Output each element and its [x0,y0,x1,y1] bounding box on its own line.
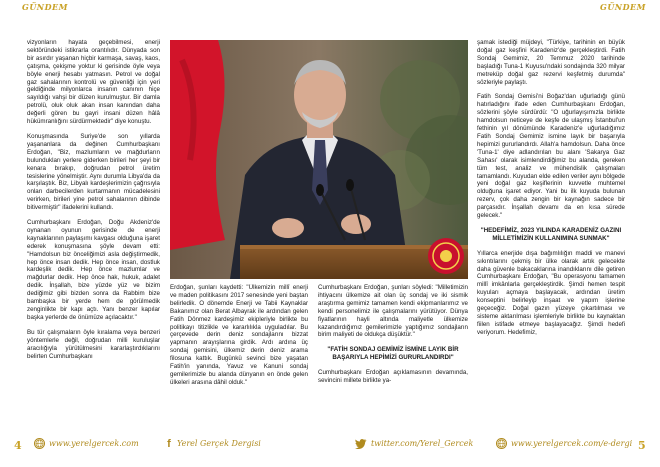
article-column-2 [170,284,308,432]
paragraph: şamak istediği müjdeyi, "Türkiye, tarihinin en büyük doğal gaz keşfini Karadeniz'de gerçekleştirdi. Fatih Sondaj Gemimiz, 20 Temmuz 2020 tarihinde başladığı Tuna-1 Kuyusu'ndaki sondajında 320 milyar metreküp doğal gaz rezervi keşfetmiş durumda" sözleriyle paylaştı. [477,39,625,86]
section-brand-right: GÜNDEM [599,2,646,12]
paragraph: Fatih Sondaj Gemisi'ni Boğaz'dan uğurladığı günü hatırladığını ifade eden Cumhurbaşkanı Erdoğan, sözlerini şöyle sürdürdü: "O uğurlayışımızla birlikte hamdolsun neticeye de keşfe de ulaşmış İstanbul'un fethinin yıl dönümünde Karadeniz'e uğurladığımız Fatih Sondaj Gemimiz ismine layık bir başarıyla hepimizi gururlandırdı. Allah'a hamdolsun. Daha önce 'Tuna-1' diye adlandırılan bu alanı 'Sakarya Gaz Sahası' olarak isimlendirdiğimiz bu alanda, gereken tüm test, analiz ve mühendislik çalışmaları tamamlandı. Kuyudan elde edilen veriler aynı bölgede yeni doğal gaz keşiflerinin kuvvetle muhtemel olduğuna işaret ediyor. Yani bu ilk kuyuda bulunan rezerv, çok daha zengin bir kaynağın sadece bir parçasıdır. İnşallah devamı da en kısa sürede gelecek." [477,93,625,220]
paragraph: Erdoğan, şunları kaydetti: "Ülkemizin millî enerji ve maden politikasını 2017 senesinde yeni baştan belirledik. O dönemde Enerji ve Tabii Kaynaklar Bakanımız olan Berat Albayrak ile ardından gelen Fatih Dönmez kardeşimiz ekipleriyle birlikte bu politikayı titizlikle ve kararlılıkla uyguladılar. Bu çerçevede derin deniz sondajlarını bizzat yapmanın arayışlarına girdik. Ardı ardına üç sondaj gemisini, ülkemiz derin deniz arama filosuna kattık. Bugünkü sevinci bize yaşatan Fatih'in yanında, Yavuz ve Kanuni sondaj gemilerimizle bu alanda dünyanın en önde gelen ülkeleri arasına dâhil olduk." [170,284,308,386]
facebook-icon: f [167,437,171,450]
section-brand-left: GÜNDEM [22,2,69,12]
paragraph: Bu tür çalışmaların öyle kıralama veya benzeri yöntemlerle değil, doğrudan milli kuruluşlar aracılığıyla yürütülmesini kararlaştırdıklarını belirten Cumhurbaşkanı [27,328,160,360]
article-column-3 [318,284,468,432]
page-number-right: 5 [638,439,646,452]
paragraph: Konuşmasında Suriye'de son yıllarda yaşananlara da değinen Cumhurbaşkanı Erdoğan, "Biz, mazlumların ve mağdurların bulundukları yerlere giderken birileri her şeyi bir kenara bırakıp, doğrudan petrol üretim tesislerine yönelmiştir. Aynı durumla Libya'da da karşılaştık. Biz, Libyalı kardeşlerimizin çağrısıyla onları darbecilerden kurtarmanın mücadelesini verirken, birileri yine petrol sahalarının dibinde bitivermiştir" ifadelerini kullandı. [27,132,160,212]
paragraph: Cumhurbaşkanı Erdoğan, şunları söyledi: "Milletimizin ihtiyacını ülkemize ait olan üç sondaj ve iki sismik araştırma gemimiz tamamen kendi ekipmanlarımız ve kendi personelimiz ile çalışmalarını yürütüyor. Dünya fiyatlarının hayli altında maliyetle ülkemize kazandırdığımız gemilerimizle yaptığımız sondajların birim maliyeti de oldukça düşüktür." [318,284,468,339]
globe-icon [34,438,45,449]
article-column-4 [477,39,625,432]
page-footer [0,432,660,467]
facebook-link[interactable]: Yerel Gerçek Dergisi [177,439,261,448]
edergi-link[interactable]: www.yerelgercek.com/e-dergi [511,439,633,448]
website-link[interactable]: www.yerelgercek.com [49,439,139,448]
paragraph: Cumhurbaşkanı Erdoğan, Doğu Akdeniz'de oynanan oyunun gerisinde de enerji kaynaklarının paylaşımı kavgası olduğuna işaret ederek konuşmasına şöyle devam etti: "Hamdolsun biz önceliğimizi asla değiştirmedik, hep önce insan dedik. Hep önce insan, dostluk kardeşlik dedik. Hep önce mazlumlar ve mağdurlar dedik. Hep önce hak, hukuk, adalet dedik. İnşallah, bize yüzde yüz ve bizim dediğimiz gibi bizden sonra da Rabbim bize bambaşka bir yerde hem de görülmedik zenginlikte bir kapı açtı. Yanı benzer kapılar başka yerlerde de önümüze açılacaktır." [27,219,160,321]
paragraph: Yıllarca enerjide dışa bağımlılığın maddi ve manevi sıkıntılarını çekmiş bir ülke olarak artık gelecekte daha güvenle bakacaklarına inandıklarını dile getiren Cumhurbaşkanı Erdoğan, "Bu operasyonu tamamen millî imkânlarla gerçekleştirdik. Şimdi hemen tespit kuyuları açmaya başlayacak, ardından üretim konseptini belirleyip inşaat ve yapım işlerine geçeceğiz. Doğal gazın yüzeye çıkartılması ve sisteme aktarılması işlemleriyle birlikte bu kaynaktan fiilen istifade etmeye başlayacağız. Şimdi hedefi veriyorum. Hedefimiz, [477,249,625,336]
pull-quote: "FATİH SONDAJ GEMİMİZ İSMİNE LAYIK BİR BAŞARIYLA HEPİMİZİ GURURLANDIRDI" [327,346,459,362]
footer-website[interactable] [34,438,139,449]
twitter-link[interactable]: twitter.com/Yerel_Gercek [371,439,474,448]
footer-facebook[interactable] [165,438,261,449]
pull-quote: "HEDEFİMİZ, 2023 YILINDA KARADENİZ GAZINI MİLLETİMİZİN KULLANIMINA SUNMAK" [480,226,622,242]
page-number-left: 4 [14,439,22,452]
article-column-1 [27,39,160,432]
twitter-icon [355,438,367,449]
article-photo [170,40,468,279]
paragraph: Cumhurbaşkanı Erdoğan açıklamasının devamında, sevincini millete birlikte ya- [318,369,468,385]
footer-twitter[interactable] [355,438,473,449]
footer-edergi[interactable] [496,438,632,449]
paragraph: vizyonların hayata geçebilmesi, enerji sektöründeki istikrarla orantılıdır. Dünyada son bir asırdır yaşanan hiçbir karmaşa, savaş, kaos, çatışma, çekişme yoktur ki gerisinde öyle veya böyle enerji hesabı yatmasın. Petrol ve doğal gaz sahalarının kontrolü ve güvenliği için yeri geldiğinde milyonlarca insanın canının hiçe sayıldığı vahşi bir düzen kurulmuştur. Bir damla petrolü, oluk oluk akan insan kanından daha değerli gören bu gayri insani düzen hâlâ hükümranlığını sürdürmektedir" diye konuştu. [27,39,160,126]
globe-icon [496,438,507,449]
